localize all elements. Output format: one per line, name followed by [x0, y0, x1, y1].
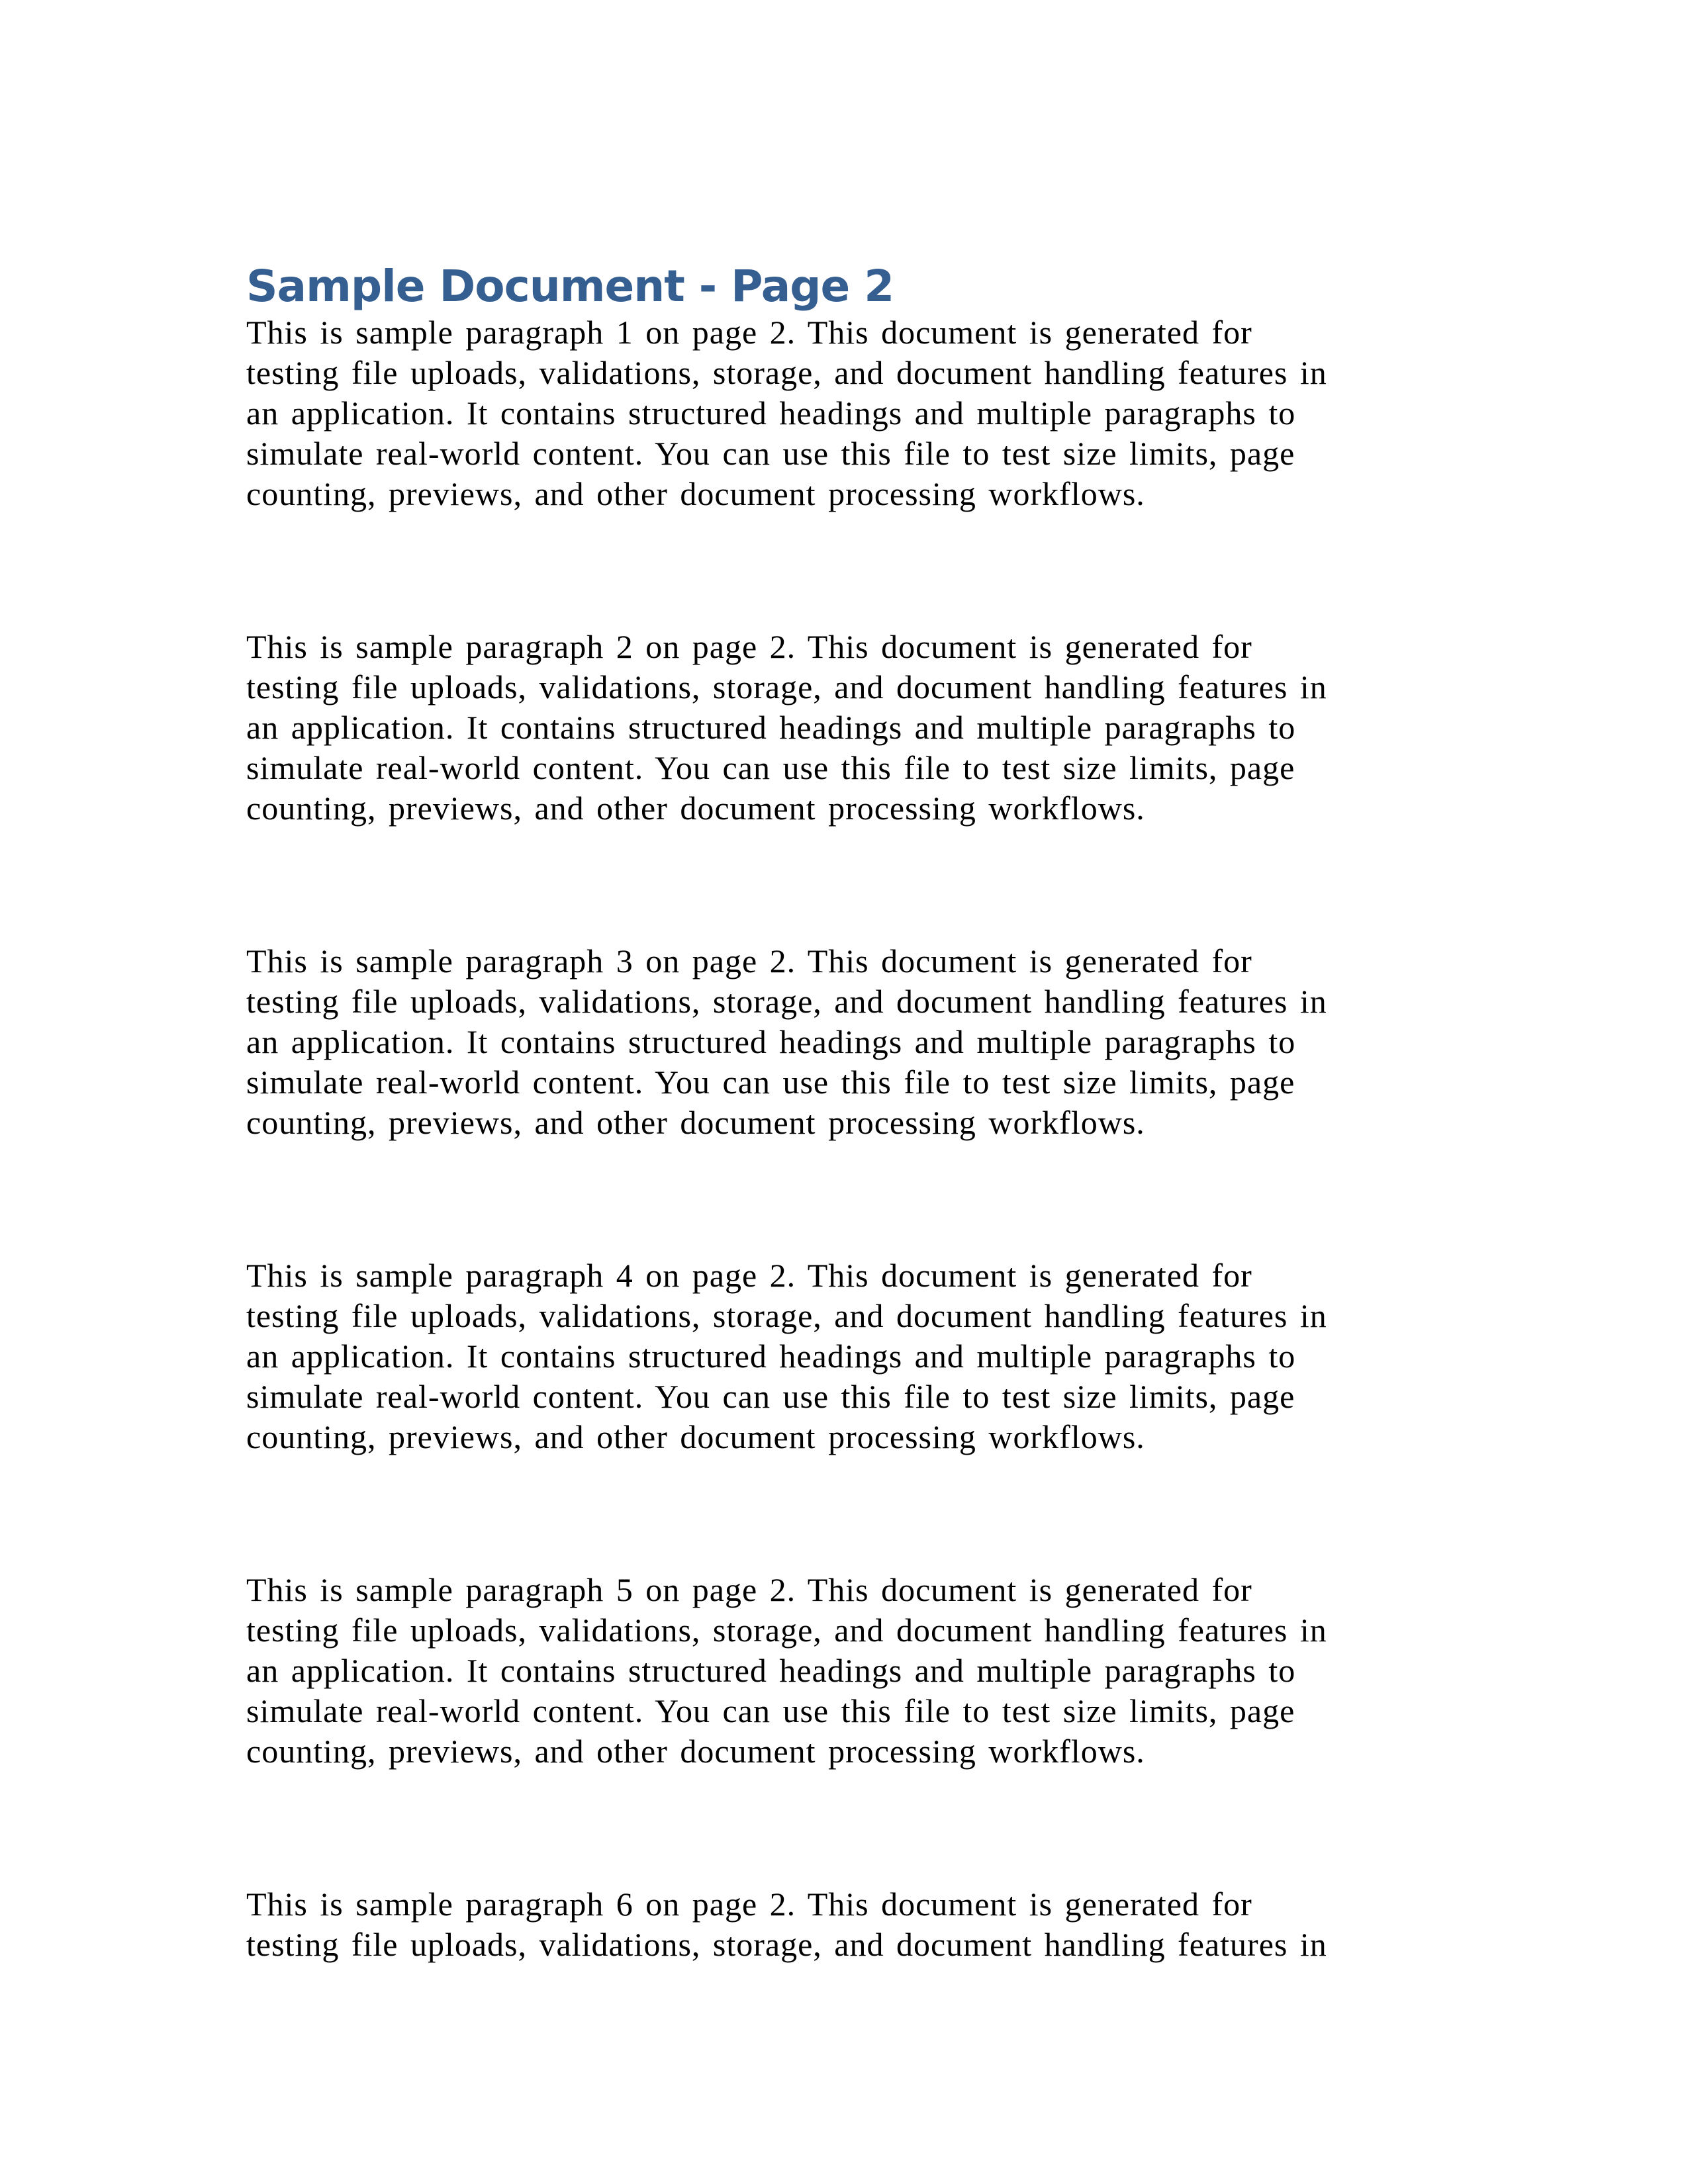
paragraph-line: an application. It contains structured headings and multiple paragraphs to [246, 1023, 1296, 1060]
paragraph-line: testing file uploads, validations, storage, and document handling features in [246, 668, 1327, 705]
paragraph-line: an application. It contains structured headings and multiple paragraphs to [246, 709, 1296, 746]
paragraph-line: counting, previews, and other document processing workflows. [246, 475, 1145, 512]
paragraph-line: counting, previews, and other document processing workflows. [246, 1104, 1145, 1141]
paragraph-1 [246, 312, 1444, 514]
paragraph-line: This is sample paragraph 4 on page 2. This document is generated for [246, 1257, 1252, 1294]
paragraph-line: simulate real-world content. You can use this file to test size limits, page [246, 1378, 1295, 1415]
paragraph-2 [246, 627, 1444, 829]
paragraph-3 [246, 941, 1444, 1143]
paragraph-5 [246, 1570, 1444, 1772]
document-content [246, 261, 1444, 1965]
paragraph-line: counting, previews, and other document processing workflows. [246, 1733, 1145, 1770]
paragraph-line: an application. It contains structured headings and multiple paragraphs to [246, 1652, 1296, 1689]
paragraph-line: testing file uploads, validations, storage, and document handling features in [246, 1297, 1327, 1334]
paragraph-line: testing file uploads, validations, storage, and document handling features in [246, 354, 1327, 391]
page-title: Sample Document - Page 2 [246, 261, 894, 312]
paragraph-4 [246, 1255, 1444, 1457]
paragraph-line: an application. It contains structured headings and multiple paragraphs to [246, 1338, 1296, 1375]
paragraph-line: counting, previews, and other document processing workflows. [246, 790, 1145, 827]
paragraph-line: simulate real-world content. You can use this file to test size limits, page [246, 1064, 1295, 1101]
paragraph-6 [246, 1884, 1444, 1965]
paragraph-line: This is sample paragraph 5 on page 2. This document is generated for [246, 1571, 1252, 1608]
paragraph-line: simulate real-world content. You can use this file to test size limits, page [246, 435, 1295, 472]
paragraph-line: counting, previews, and other document processing workflows. [246, 1418, 1145, 1455]
paragraph-line: This is sample paragraph 1 on page 2. This document is generated for [246, 314, 1252, 351]
paragraph-line: testing file uploads, validations, storage, and document handling features in [246, 1926, 1327, 1963]
paragraph-line: simulate real-world content. You can use this file to test size limits, page [246, 1692, 1295, 1729]
paragraph-line: an application. It contains structured headings and multiple paragraphs to [246, 394, 1296, 432]
paragraph-line: testing file uploads, validations, storage, and document handling features in [246, 1612, 1327, 1649]
paragraph-line: This is sample paragraph 3 on page 2. This document is generated for [246, 942, 1252, 979]
paragraph-line: simulate real-world content. You can use this file to test size limits, page [246, 749, 1295, 786]
paragraph-line: This is sample paragraph 2 on page 2. This document is generated for [246, 628, 1252, 665]
paragraph-line: This is sample paragraph 6 on page 2. This document is generated for [246, 1886, 1252, 1923]
paragraph-line: testing file uploads, validations, storage, and document handling features in [246, 983, 1327, 1020]
